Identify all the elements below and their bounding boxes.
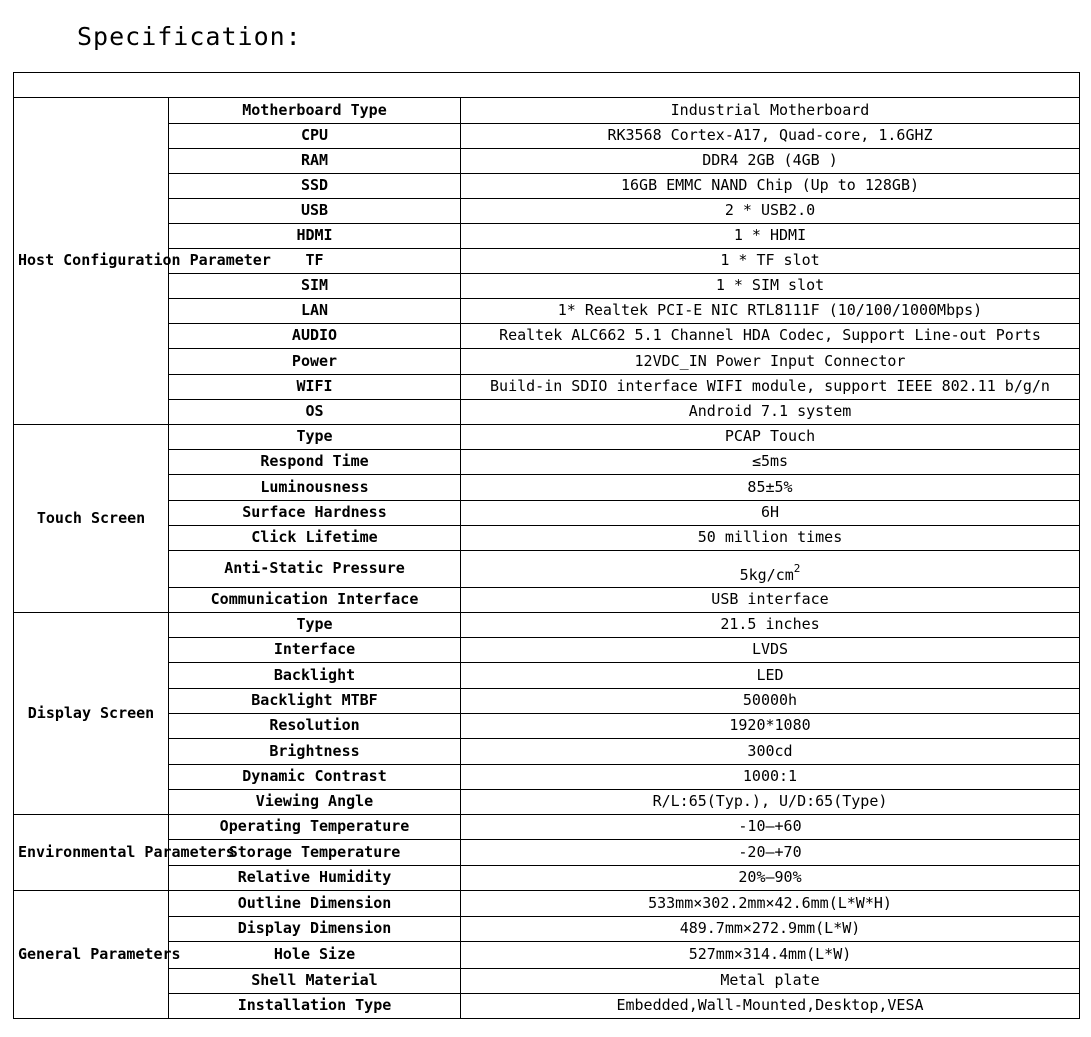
parameter-name: Resolution — [169, 714, 461, 739]
parameter-name: WIFI — [169, 375, 461, 400]
table-row — [14, 349, 1080, 375]
parameter-value: 1920*1080 — [461, 714, 1080, 739]
table-row — [14, 994, 1080, 1019]
parameter-name: Outline Dimension — [169, 891, 461, 917]
table-row — [14, 714, 1080, 739]
table-row — [14, 551, 1080, 588]
parameter-name: Type — [169, 613, 461, 638]
parameter-name: Interface — [169, 638, 461, 663]
parameter-name: Storage Temperature — [169, 840, 461, 866]
table-row — [14, 739, 1080, 765]
table-header-row — [14, 73, 1080, 98]
table-row — [14, 174, 1080, 199]
group-label: Environmental Parameters — [14, 815, 169, 891]
group-label: Host Configuration Parameter — [14, 98, 169, 425]
parameter-value: 6H — [461, 501, 1080, 526]
parameter-name: OS — [169, 400, 461, 425]
parameter-value: 527mm×314.4mm(L*W) — [461, 942, 1080, 969]
table-row — [14, 324, 1080, 349]
table-row — [14, 425, 1080, 450]
table-row — [14, 526, 1080, 551]
group-label: Display Screen — [14, 613, 169, 815]
parameter-name: Hole Size — [169, 942, 461, 969]
parameter-name: Anti-Static Pressure — [169, 551, 461, 588]
table-row — [14, 475, 1080, 501]
parameter-name: Installation Type — [169, 994, 461, 1019]
parameter-name: SIM — [169, 274, 461, 299]
parameter-value: 300cd — [461, 739, 1080, 765]
parameter-name: Click Lifetime — [169, 526, 461, 551]
parameter-value: 533mm×302.2mm×42.6mm(L*W*H) — [461, 891, 1080, 917]
superscript: 2 — [793, 561, 801, 575]
parameter-value: USB interface — [461, 588, 1080, 613]
parameter-value: ≤5ms — [461, 450, 1080, 475]
parameter-name: Dynamic Contrast — [169, 765, 461, 790]
table-row — [14, 274, 1080, 299]
table-row — [14, 149, 1080, 174]
parameter-value: Realtek ALC662 5.1 Channel HDA Codec, Support Line-out Ports — [461, 324, 1080, 349]
parameter-name: SSD — [169, 174, 461, 199]
parameter-value: 1* Realtek PCI-E NIC RTL8111F (10/100/1000Mbps) — [461, 299, 1080, 324]
parameter-value: R/L:65(Typ.), U/D:65(Type) — [461, 790, 1080, 815]
parameter-name: Operating Temperature — [169, 815, 461, 840]
parameter-value: 50 million times — [461, 526, 1080, 551]
table-row — [14, 638, 1080, 663]
parameter-name: Brightness — [169, 739, 461, 765]
table-row — [14, 765, 1080, 790]
table-row — [14, 613, 1080, 638]
parameter-name: Shell Material — [169, 969, 461, 994]
table-row — [14, 501, 1080, 526]
parameter-name: USB — [169, 199, 461, 224]
parameter-value: 50000h — [461, 689, 1080, 714]
parameter-name: Display Dimension — [169, 917, 461, 942]
parameter-name: Respond Time — [169, 450, 461, 475]
parameter-value: PCAP Touch — [461, 425, 1080, 450]
table-row — [14, 400, 1080, 425]
parameter-value: RK3568 Cortex-A17, Quad-core, 1.6GHZ — [461, 124, 1080, 149]
parameter-name: Type — [169, 425, 461, 450]
parameter-value: Metal plate — [461, 969, 1080, 994]
group-label: General Parameters — [14, 891, 169, 1019]
table-row — [14, 689, 1080, 714]
empty-header-cell — [14, 73, 1080, 98]
parameter-name: Communication Interface — [169, 588, 461, 613]
specification-table — [13, 72, 1080, 1019]
table-row — [14, 891, 1080, 917]
parameter-value: 489.7mm×272.9mm(L*W) — [461, 917, 1080, 942]
table-row — [14, 588, 1080, 613]
specification-table-body — [14, 73, 1080, 1019]
table-row — [14, 815, 1080, 840]
parameter-name: RAM — [169, 149, 461, 174]
parameter-value: 12VDC_IN Power Input Connector — [461, 349, 1080, 375]
parameter-value-text: 5kg/cm — [739, 565, 794, 584]
parameter-value — [461, 551, 1080, 588]
parameter-value: Embedded,Wall-Mounted,Desktop,VESA — [461, 994, 1080, 1019]
parameter-value: Android 7.1 system — [461, 400, 1080, 425]
parameter-value: LVDS — [461, 638, 1080, 663]
parameter-name: Relative Humidity — [169, 866, 461, 891]
parameter-name: Power — [169, 349, 461, 375]
parameter-value: 21.5 inches — [461, 613, 1080, 638]
table-row — [14, 663, 1080, 689]
parameter-value: LED — [461, 663, 1080, 689]
table-row — [14, 199, 1080, 224]
parameter-value: DDR4 2GB (4GB ) — [461, 149, 1080, 174]
parameter-name: LAN — [169, 299, 461, 324]
parameter-name: HDMI — [169, 224, 461, 249]
page-title: Specification: — [77, 22, 302, 51]
parameter-value: 16GB EMMC NAND Chip (Up to 128GB) — [461, 174, 1080, 199]
parameter-name: Backlight MTBF — [169, 689, 461, 714]
parameter-name: Surface Hardness — [169, 501, 461, 526]
parameter-value: -10—+60 — [461, 815, 1080, 840]
parameter-value: Build-in SDIO interface WIFI module, support IEEE 802.11 b/g/n — [461, 375, 1080, 400]
parameter-value: 85±5% — [461, 475, 1080, 501]
parameter-name: CPU — [169, 124, 461, 149]
table-row — [14, 866, 1080, 891]
table-row — [14, 124, 1080, 149]
parameter-value: Industrial Motherboard — [461, 98, 1080, 124]
parameter-value: 2 * USB2.0 — [461, 199, 1080, 224]
parameter-name: Motherboard Type — [169, 98, 461, 124]
table-row — [14, 224, 1080, 249]
parameter-name: Backlight — [169, 663, 461, 689]
table-row — [14, 98, 1080, 124]
table-row — [14, 299, 1080, 324]
parameter-value: 20%—90% — [461, 866, 1080, 891]
parameter-value: 1 * HDMI — [461, 224, 1080, 249]
group-label: Touch Screen — [14, 425, 169, 613]
parameter-value: 1 * SIM slot — [461, 274, 1080, 299]
parameter-name: Luminousness — [169, 475, 461, 501]
table-row — [14, 375, 1080, 400]
parameter-name: Viewing Angle — [169, 790, 461, 815]
parameter-name: TF — [169, 249, 461, 274]
parameter-value: 1000:1 — [461, 765, 1080, 790]
table-row — [14, 969, 1080, 994]
table-row — [14, 450, 1080, 475]
parameter-name: AUDIO — [169, 324, 461, 349]
parameter-value: -20—+70 — [461, 840, 1080, 866]
parameter-value: 1 * TF slot — [461, 249, 1080, 274]
table-row — [14, 917, 1080, 942]
table-row — [14, 790, 1080, 815]
